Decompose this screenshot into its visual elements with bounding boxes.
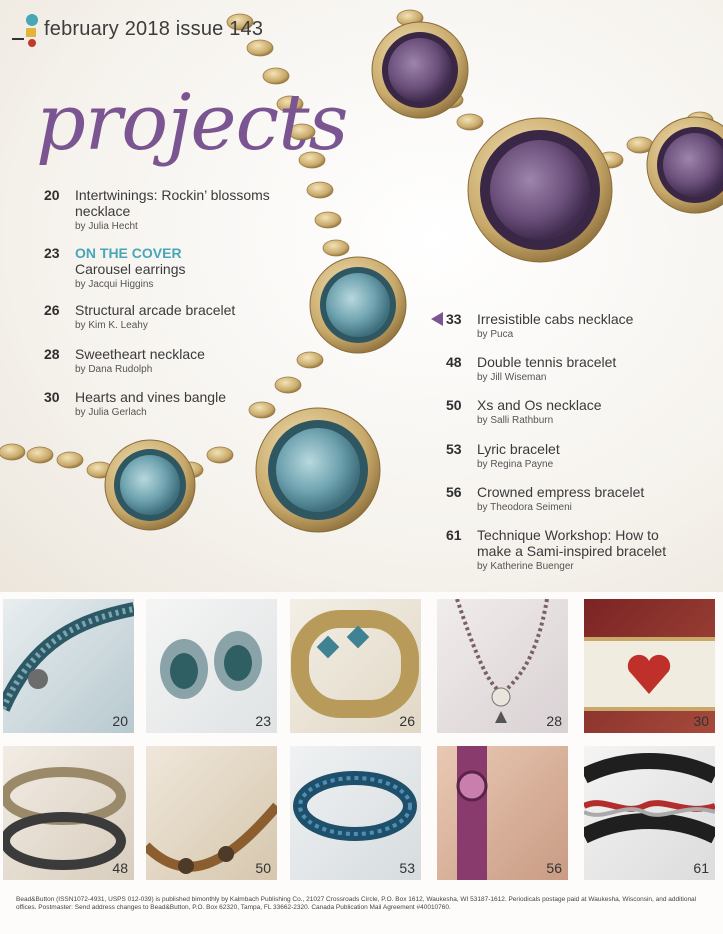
- toc-page-number: 56: [446, 484, 462, 500]
- toc-title: Double tennis bracelet: [477, 354, 617, 370]
- toc-page-number: 61: [446, 527, 462, 543]
- toc-author: by Kim K. Leahy: [75, 320, 148, 331]
- thumbnail-page-number: 61: [693, 860, 709, 876]
- publication-notice: Bead&Button (ISSN1072-4931, USPS 012-039) is published bimonthly by Kalmbach Publishing Co., 21027 Crossroads Circle, P.O. Box 1612, Waukesha, WI 53187-1612. Periodicals postage paid at Waukesha, Wisconsin, and additional offices. Postmaster: Send address changes to Bead&Button, P.O. Box 62320, Tampa, FL 33662-2320. Canada Publication Mail Agreement #40010760.: [16, 896, 697, 911]
- toc-author: by Jacqui Higgins: [75, 279, 154, 290]
- toc-title: Carousel earrings: [75, 261, 186, 277]
- thumbnail-53[interactable]: [290, 746, 421, 880]
- toc-title: Lyric bracelet: [477, 441, 560, 457]
- toc-page-number: 26: [44, 302, 60, 318]
- thumbnail-page-number: 23: [255, 713, 271, 729]
- toc-page-number: 30: [44, 389, 60, 405]
- toc-page-number: 50: [446, 397, 462, 413]
- toc-title: Technique Workshop: How to make a Sami-inspired bracelet: [477, 527, 667, 559]
- thumbnail-50[interactable]: [146, 746, 277, 880]
- thumbnail-page-number: 20: [112, 713, 128, 729]
- toc-page-number: 53: [446, 441, 462, 457]
- toc-page-number: 23: [44, 245, 60, 261]
- thumbnail-page-number: 26: [399, 713, 415, 729]
- magazine-logo-icon: [6, 8, 46, 48]
- toc-page-number: 20: [44, 187, 60, 203]
- on-the-cover-label: ON THE COVER: [75, 245, 182, 261]
- toc-author: by Salli Rathburn: [477, 415, 554, 426]
- toc-author: by Julia Gerlach: [75, 407, 147, 418]
- toc-page-number: 48: [446, 354, 462, 370]
- toc-author: by Theodora Seimeni: [477, 502, 572, 513]
- toc-author: by Puca: [477, 329, 514, 340]
- thumbnail-26[interactable]: [290, 599, 421, 733]
- toc-title: Irresistible cabs necklace: [477, 311, 634, 327]
- section-title: projects: [36, 78, 348, 168]
- issue-line: february 2018 issue 143: [44, 18, 264, 40]
- thumbnail-28[interactable]: [437, 599, 568, 733]
- toc-title: Hearts and vines bangle: [75, 389, 226, 405]
- thumbnail-23[interactable]: [146, 599, 277, 733]
- toc-title: Xs and Os necklace: [477, 397, 602, 413]
- thumbnail-20[interactable]: [3, 599, 134, 733]
- toc-author: by Katherine Buenger: [477, 561, 574, 572]
- toc-author: by Julia Hecht: [75, 221, 138, 232]
- toc-title: Intertwinings: Rockin’ blossoms necklace: [75, 187, 270, 219]
- thumbnail-56[interactable]: [437, 746, 568, 880]
- thumbnail-page-number: 28: [546, 713, 562, 729]
- toc-author: by Regina Payne: [477, 459, 554, 470]
- cover-pointer-icon: [431, 312, 443, 326]
- toc-title: Crowned empress bracelet: [477, 484, 645, 500]
- thumbnail-page-number: 50: [255, 860, 271, 876]
- thumbnail-61[interactable]: [584, 746, 715, 880]
- thumbnail-page-number: 56: [546, 860, 562, 876]
- toc-page-number: 33: [446, 311, 462, 327]
- thumbnail-page-number: 48: [112, 860, 128, 876]
- toc-title: Sweetheart necklace: [75, 346, 205, 362]
- toc-page-number: 28: [44, 346, 60, 362]
- toc-author: by Dana Rudolph: [75, 364, 153, 375]
- toc-author: by Jill Wiseman: [477, 372, 547, 383]
- thumbnail-30[interactable]: [584, 599, 715, 733]
- thumbnail-page-number: 53: [399, 860, 415, 876]
- thumbnail-page-number: 30: [693, 713, 709, 729]
- thumbnail-48[interactable]: [3, 746, 134, 880]
- toc-title: Structural arcade bracelet: [75, 302, 236, 318]
